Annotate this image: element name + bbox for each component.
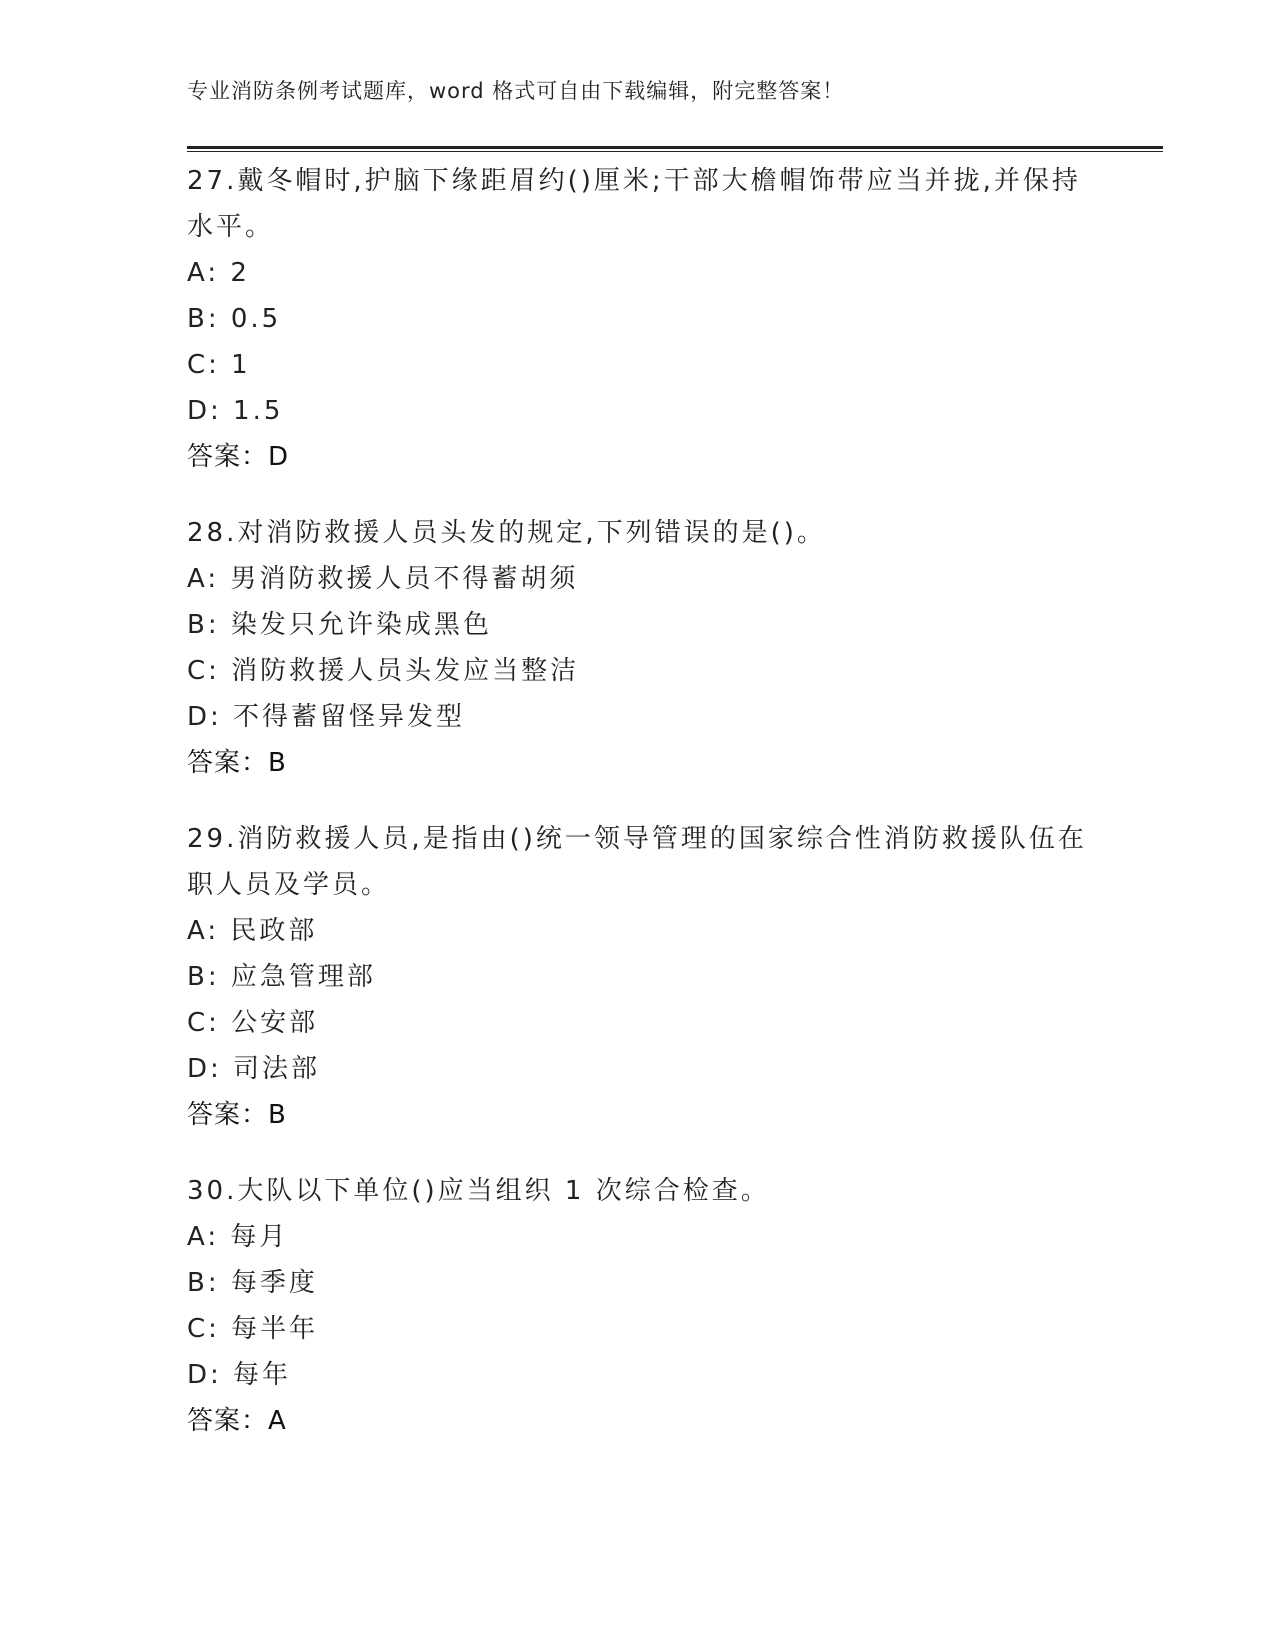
answer: 答案：A xyxy=(187,1406,287,1436)
answer: 答案：B xyxy=(187,1100,287,1130)
option-d: D: 每年 xyxy=(187,1360,292,1390)
option-a: A: 男消防救援人员不得蓄胡须 xyxy=(187,564,579,594)
option-b: B: 每季度 xyxy=(187,1268,318,1298)
question-stem: 30.大队以下单位()应当组织 1 次综合检查。 xyxy=(187,1176,770,1206)
option-a: A: 每月 xyxy=(187,1222,289,1252)
option-d: D: 司法部 xyxy=(187,1054,321,1084)
page-header: 专业消防条例考试题库，word 格式可自由下载编辑，附完整答案！ xyxy=(187,79,845,103)
option-a: A: 民政部 xyxy=(187,916,318,946)
option-a: A: 2 xyxy=(187,258,250,288)
header-divider xyxy=(187,146,1163,152)
answer: 答案：B xyxy=(187,748,287,778)
answer: 答案：D xyxy=(187,442,290,472)
question-list xyxy=(187,158,1087,1474)
question-29 xyxy=(187,816,1087,1138)
option-d: D: 不得蓄留怪异发型 xyxy=(187,702,466,732)
option-c: C: 公安部 xyxy=(187,1008,319,1038)
question-27 xyxy=(187,158,1087,480)
question-stem: 28.对消防救援人员头发的规定,下列错误的是()。 xyxy=(187,518,826,548)
question-28 xyxy=(187,510,1087,786)
option-b: B: 0.5 xyxy=(187,304,282,334)
option-c: C: 每半年 xyxy=(187,1314,319,1344)
option-c: C: 消防救援人员头发应当整洁 xyxy=(187,656,580,686)
option-d: D: 1.5 xyxy=(187,396,284,426)
question-30 xyxy=(187,1168,1087,1444)
question-stem: 27.戴冬帽时,护脑下缘距眉约()厘米;干部大檐帽饰带应当并拢,并保持水平。 xyxy=(187,166,1081,242)
option-b: B: 染发只允许染成黑色 xyxy=(187,610,492,640)
option-b: B: 应急管理部 xyxy=(187,962,376,992)
question-stem: 29.消防救援人员,是指由()统一领导管理的国家综合性消防救援队伍在职人员及学员。 xyxy=(187,824,1087,900)
option-c: C: 1 xyxy=(187,350,251,380)
